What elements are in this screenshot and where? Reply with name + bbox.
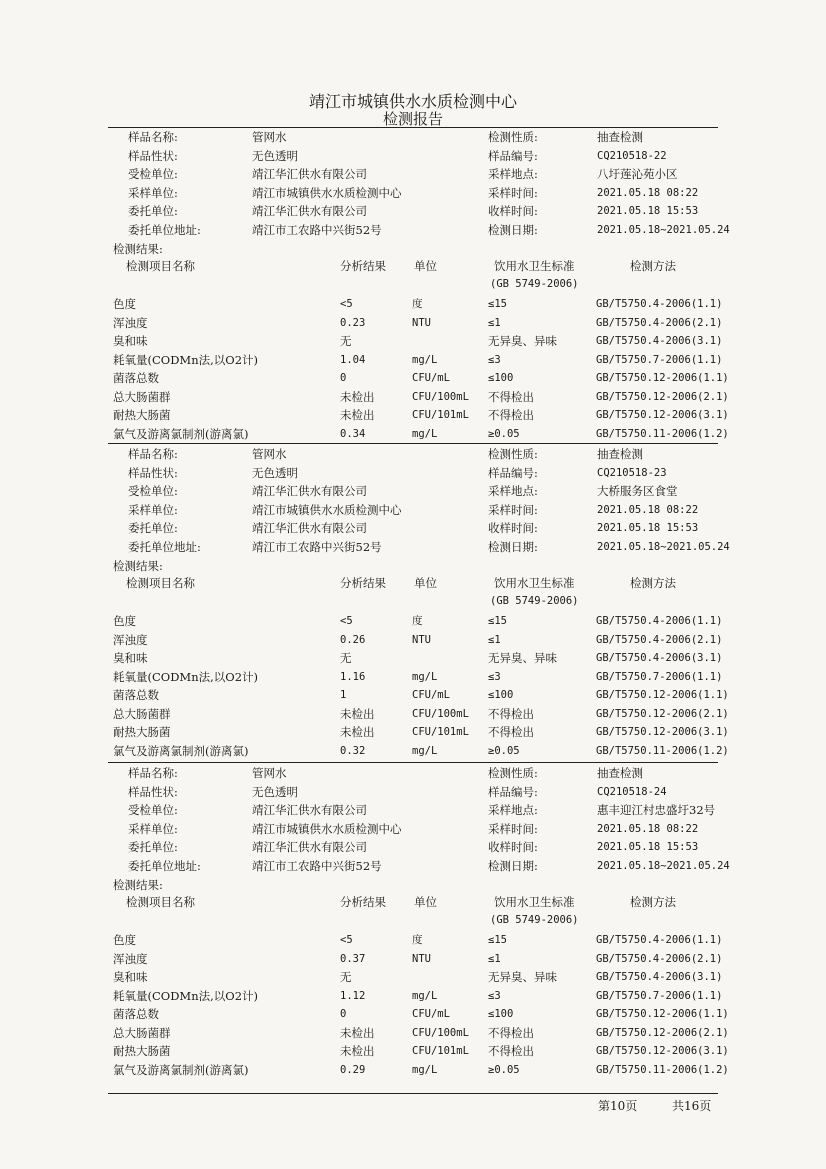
cell-standard: ≥0.05 [488, 744, 520, 757]
cell-result: <5 [340, 934, 353, 946]
label-inspected-unit: 受检单位: [128, 803, 178, 817]
cell-unit: mg/L [412, 989, 438, 1002]
cell-result: 未检出 [340, 408, 375, 422]
cell-method: GB/T5750.12-2006(3.1) [596, 726, 729, 738]
cell-method: GB/T5750.4-2006(3.1) [596, 335, 723, 347]
cell-method: GB/T5750.7-2006(1.1) [596, 353, 723, 366]
value-receiving-time: 2021.05.18 15:53 [597, 522, 699, 534]
value-sample-name: 管网水 [252, 447, 287, 461]
value-sampling-site: 八圩莲沁苑小区 [597, 167, 678, 181]
label-sample-name: 样品名称: [128, 130, 178, 144]
page-number: 第10页 [598, 1099, 638, 1113]
value-sampling-time: 2021.05.18 08:22 [597, 822, 699, 835]
cell-standard: ≤100 [488, 689, 514, 701]
cell-result: 1.12 [340, 989, 366, 1002]
header-divider [108, 127, 718, 128]
cell-item: 耗氧量(CODMn法,以O2计) [113, 352, 259, 367]
value-sample-state: 无色透明 [252, 465, 298, 480]
cell-method: GB/T5750.12-2006(1.1) [596, 372, 729, 384]
cell-standard: 不得检出 [488, 408, 534, 422]
results-label: 检测结果: [113, 878, 163, 892]
value-client: 靖江华汇供水有限公司 [252, 840, 367, 854]
cell-result: 0.26 [340, 633, 366, 646]
cell-standard: ≤3 [488, 670, 501, 683]
cell-method: GB/T5750.12-2006(3.1) [596, 409, 729, 421]
cell-item: 色度 [113, 614, 136, 628]
value-client-address: 靖江市工农路中兴街52号 [252, 539, 382, 554]
cell-item: 色度 [113, 297, 136, 311]
cell-standard: 不得检出 [488, 725, 534, 739]
cell-method: GB/T5750.12-2006(1.1) [596, 689, 729, 701]
cell-method: GB/T5750.4-2006(2.1) [596, 633, 723, 646]
cell-unit: CFU/101mL [412, 726, 469, 738]
col-header-result: 分析结果 [340, 576, 386, 590]
cell-method: GB/T5750.4-2006(1.1) [596, 615, 723, 627]
cell-item: 臭和味 [113, 970, 148, 984]
cell-unit: mg/L [412, 427, 438, 440]
cell-unit: CFU/100mL [412, 707, 469, 720]
cell-method: GB/T5750.4-2006(1.1) [596, 298, 723, 310]
value-sampling-unit: 靖江市城镇供水水质检测中心 [252, 502, 402, 517]
label-sample-state: 样品性状: [128, 784, 178, 799]
cell-result: 0 [340, 1008, 347, 1020]
cell-unit: mg/L [412, 670, 438, 683]
cell-unit: 度 [412, 934, 423, 946]
cell-unit: 度 [412, 615, 423, 627]
cell-result: 1.16 [340, 670, 366, 683]
cell-item: 菌落总数 [113, 1007, 159, 1021]
value-inspected-unit: 靖江华汇供水有限公司 [252, 484, 367, 498]
cell-item: 氯气及游离氯制剂(游离氯) [113, 1062, 249, 1077]
cell-standard: 无异臭、异味 [488, 334, 557, 348]
section-divider [108, 443, 718, 444]
value-sampling-unit: 靖江市城镇供水水质检测中心 [252, 821, 402, 836]
cell-item: 浑浊度 [113, 315, 148, 330]
cell-result: 0.29 [340, 1063, 366, 1076]
cell-method: GB/T5750.4-2006(3.1) [596, 971, 723, 983]
value-test-nature: 抽查检测 [597, 130, 643, 144]
cell-standard: 不得检出 [488, 1025, 534, 1040]
value-sampling-time: 2021.05.18 08:22 [597, 503, 699, 516]
label-inspected-unit: 受检单位: [128, 167, 178, 181]
cell-item: 耗氧量(CODMn法,以O2计) [113, 988, 259, 1003]
col-header-result: 分析结果 [340, 895, 386, 909]
cell-standard: 无异臭、异味 [488, 970, 557, 984]
cell-standard: 不得检出 [488, 389, 534, 404]
cell-result: 未检出 [340, 706, 375, 721]
cell-unit: CFU/100mL [412, 390, 469, 403]
col-header-method: 检测方法 [630, 259, 676, 273]
cell-result: 未检出 [340, 389, 375, 404]
label-test-nature: 检测性质: [488, 130, 538, 144]
cell-standard: ≤1 [488, 633, 501, 646]
col-header-item: 检测项目名称 [126, 576, 195, 590]
cell-method: GB/T5750.11-2006(1.2) [596, 427, 729, 440]
value-sampling-site: 惠丰迎江村忠盛圩32号 [597, 803, 716, 817]
label-client-address: 委托单位地址: [128, 222, 201, 237]
col-header-unit: 单位 [414, 259, 437, 273]
cell-method: GB/T5750.4-2006(2.1) [596, 316, 723, 329]
label-sample-no: 样品编号: [488, 465, 538, 480]
cell-standard: ≤15 [488, 298, 507, 310]
value-sampling-site: 大桥服务区食堂 [597, 484, 678, 498]
cell-standard: ≤100 [488, 1008, 514, 1020]
cell-standard: ≥0.05 [488, 1063, 520, 1076]
cell-item: 氯气及游离氯制剂(游离氯) [113, 426, 249, 441]
value-sampling-unit: 靖江市城镇供水水质检测中心 [252, 185, 402, 200]
label-client: 委托单位: [128, 521, 178, 535]
cell-method: GB/T5750.4-2006(2.1) [596, 952, 723, 965]
col-header-standard: 饮用水卫生标准 [494, 259, 575, 273]
cell-unit: 度 [412, 298, 423, 310]
label-receiving-time: 收样时间: [488, 521, 538, 535]
cell-unit: CFU/100mL [412, 1026, 469, 1039]
cell-unit: NTU [412, 316, 431, 329]
value-receiving-time: 2021.05.18 15:53 [597, 841, 699, 853]
cell-item: 浑浊度 [113, 632, 148, 647]
cell-standard: ≤3 [488, 989, 501, 1002]
value-client-address: 靖江市工农路中兴街52号 [252, 222, 382, 237]
label-test-nature: 检测性质: [488, 447, 538, 461]
col-header-standard-code: (GB 5749-2006) [490, 278, 579, 290]
footer-divider [108, 1093, 718, 1094]
cell-method: GB/T5750.4-2006(1.1) [596, 934, 723, 946]
label-sampling-unit: 采样单位: [128, 821, 178, 836]
cell-method: GB/T5750.7-2006(1.1) [596, 989, 723, 1002]
value-client-address: 靖江市工农路中兴街52号 [252, 858, 382, 873]
label-sampling-unit: 采样单位: [128, 185, 178, 200]
cell-standard: ≤15 [488, 934, 507, 946]
cell-standard: 无异臭、异味 [488, 651, 557, 665]
value-test-date: 2021.05.18~2021.05.24 [597, 540, 730, 553]
value-client: 靖江华汇供水有限公司 [252, 521, 367, 535]
cell-standard: ≥0.05 [488, 427, 520, 440]
cell-standard: ≤1 [488, 952, 501, 965]
label-inspected-unit: 受检单位: [128, 484, 178, 498]
label-sampling-time: 采样时间: [488, 185, 538, 200]
label-test-nature: 检测性质: [488, 766, 538, 780]
col-header-unit: 单位 [414, 576, 437, 590]
cell-standard: ≤1 [488, 316, 501, 329]
col-header-method: 检测方法 [630, 576, 676, 590]
cell-method: GB/T5750.12-2006(2.1) [596, 707, 729, 720]
cell-method: GB/T5750.12-2006(2.1) [596, 390, 729, 403]
results-label: 检测结果: [113, 242, 163, 256]
cell-item: 耗氧量(CODMn法,以O2计) [113, 669, 259, 684]
cell-item: 菌落总数 [113, 688, 159, 702]
cell-standard: ≤3 [488, 353, 501, 366]
cell-item: 总大肠菌群 [113, 389, 171, 404]
col-header-method: 检测方法 [630, 895, 676, 909]
report-title: 检测报告 [382, 110, 443, 128]
label-test-date: 检测日期: [488, 539, 538, 554]
value-test-date: 2021.05.18~2021.05.24 [597, 223, 730, 236]
col-header-unit: 单位 [414, 895, 437, 909]
label-sampling-unit: 采样单位: [128, 502, 178, 517]
cell-result: 未检出 [340, 1044, 375, 1058]
label-receiving-time: 收样时间: [488, 840, 538, 854]
value-test-nature: 抽查检测 [597, 766, 643, 780]
cell-unit: CFU/101mL [412, 1045, 469, 1057]
value-sample-name: 管网水 [252, 766, 287, 780]
results-label: 检测结果: [113, 559, 163, 573]
cell-unit: NTU [412, 952, 431, 965]
report-org-title: 靖江市城镇供水水质检测中心 [308, 92, 517, 111]
cell-result: 未检出 [340, 725, 375, 739]
cell-unit: mg/L [412, 353, 438, 366]
cell-result: 未检出 [340, 1025, 375, 1040]
label-sampling-time: 采样时间: [488, 502, 538, 517]
label-sample-state: 样品性状: [128, 465, 178, 480]
cell-result: 无 [340, 970, 352, 984]
cell-unit: CFU/mL [412, 1008, 450, 1020]
label-sample-state: 样品性状: [128, 148, 178, 163]
value-sample-no: CQ210518-24 [597, 785, 667, 798]
cell-result: 0.23 [340, 316, 366, 329]
col-header-item: 检测项目名称 [126, 895, 195, 909]
value-sample-name: 管网水 [252, 130, 287, 144]
label-sample-name: 样品名称: [128, 447, 178, 461]
value-sample-state: 无色透明 [252, 784, 298, 799]
cell-result: 无 [340, 334, 352, 348]
col-header-standard: 饮用水卫生标准 [494, 576, 575, 590]
cell-result: 1 [340, 689, 347, 701]
value-sample-state: 无色透明 [252, 148, 298, 163]
label-client-address: 委托单位地址: [128, 858, 201, 873]
cell-unit: mg/L [412, 1063, 438, 1076]
label-test-date: 检测日期: [488, 222, 538, 237]
cell-result: 0.32 [340, 744, 366, 757]
cell-result: <5 [340, 615, 353, 627]
cell-item: 臭和味 [113, 334, 148, 348]
cell-unit: CFU/mL [412, 689, 450, 701]
cell-method: GB/T5750.12-2006(2.1) [596, 1026, 729, 1039]
cell-item: 色度 [113, 933, 136, 947]
label-client: 委托单位: [128, 840, 178, 854]
value-client: 靖江华汇供水有限公司 [252, 204, 367, 218]
cell-standard: ≤15 [488, 615, 507, 627]
cell-method: GB/T5750.4-2006(3.1) [596, 652, 723, 664]
cell-item: 耐热大肠菌 [113, 1044, 171, 1058]
cell-result: <5 [340, 298, 353, 310]
value-test-date: 2021.05.18~2021.05.24 [597, 859, 730, 872]
col-header-result: 分析结果 [340, 259, 386, 273]
cell-item: 总大肠菌群 [113, 706, 171, 721]
value-sample-no: CQ210518-22 [597, 149, 667, 162]
col-header-item: 检测项目名称 [126, 259, 195, 273]
cell-standard: ≤100 [488, 372, 514, 384]
cell-item: 氯气及游离氯制剂(游离氯) [113, 743, 249, 758]
label-sampling-site: 采样地点: [488, 484, 538, 498]
cell-result: 无 [340, 651, 352, 665]
cell-unit: mg/L [412, 744, 438, 757]
section-divider [108, 762, 718, 763]
col-header-standard: 饮用水卫生标准 [494, 895, 575, 909]
label-client-address: 委托单位地址: [128, 539, 201, 554]
label-receiving-time: 收样时间: [488, 204, 538, 218]
label-sampling-time: 采样时间: [488, 821, 538, 836]
value-inspected-unit: 靖江华汇供水有限公司 [252, 167, 367, 181]
cell-result: 0.37 [340, 952, 366, 965]
cell-method: GB/T5750.12-2006(3.1) [596, 1045, 729, 1057]
label-sample-no: 样品编号: [488, 784, 538, 799]
label-sampling-site: 采样地点: [488, 803, 538, 817]
cell-result: 0.34 [340, 427, 366, 440]
cell-method: GB/T5750.12-2006(1.1) [596, 1008, 729, 1020]
cell-method: GB/T5750.11-2006(1.2) [596, 744, 729, 757]
cell-item: 浑浊度 [113, 951, 148, 966]
cell-item: 耐热大肠菌 [113, 725, 171, 739]
label-sample-name: 样品名称: [128, 766, 178, 780]
cell-item: 耐热大肠菌 [113, 408, 171, 422]
cell-item: 菌落总数 [113, 371, 159, 385]
cell-unit: CFU/101mL [412, 409, 469, 421]
page-total: 共16页 [672, 1099, 712, 1113]
value-sample-no: CQ210518-23 [597, 466, 667, 479]
label-test-date: 检测日期: [488, 858, 538, 873]
cell-item: 总大肠菌群 [113, 1025, 171, 1040]
cell-result: 1.04 [340, 353, 366, 366]
value-sampling-time: 2021.05.18 08:22 [597, 186, 699, 199]
label-sample-no: 样品编号: [488, 148, 538, 163]
cell-method: GB/T5750.11-2006(1.2) [596, 1063, 729, 1076]
cell-standard: 不得检出 [488, 706, 534, 721]
label-client: 委托单位: [128, 204, 178, 218]
cell-item: 臭和味 [113, 651, 148, 665]
value-inspected-unit: 靖江华汇供水有限公司 [252, 803, 367, 817]
cell-standard: 不得检出 [488, 1044, 534, 1058]
col-header-standard-code: (GB 5749-2006) [490, 914, 579, 926]
cell-unit: CFU/mL [412, 372, 450, 384]
cell-unit: NTU [412, 633, 431, 646]
value-receiving-time: 2021.05.18 15:53 [597, 205, 699, 217]
col-header-standard-code: (GB 5749-2006) [490, 595, 579, 607]
label-sampling-site: 采样地点: [488, 167, 538, 181]
cell-method: GB/T5750.7-2006(1.1) [596, 670, 723, 683]
cell-result: 0 [340, 372, 347, 384]
value-test-nature: 抽查检测 [597, 447, 643, 461]
